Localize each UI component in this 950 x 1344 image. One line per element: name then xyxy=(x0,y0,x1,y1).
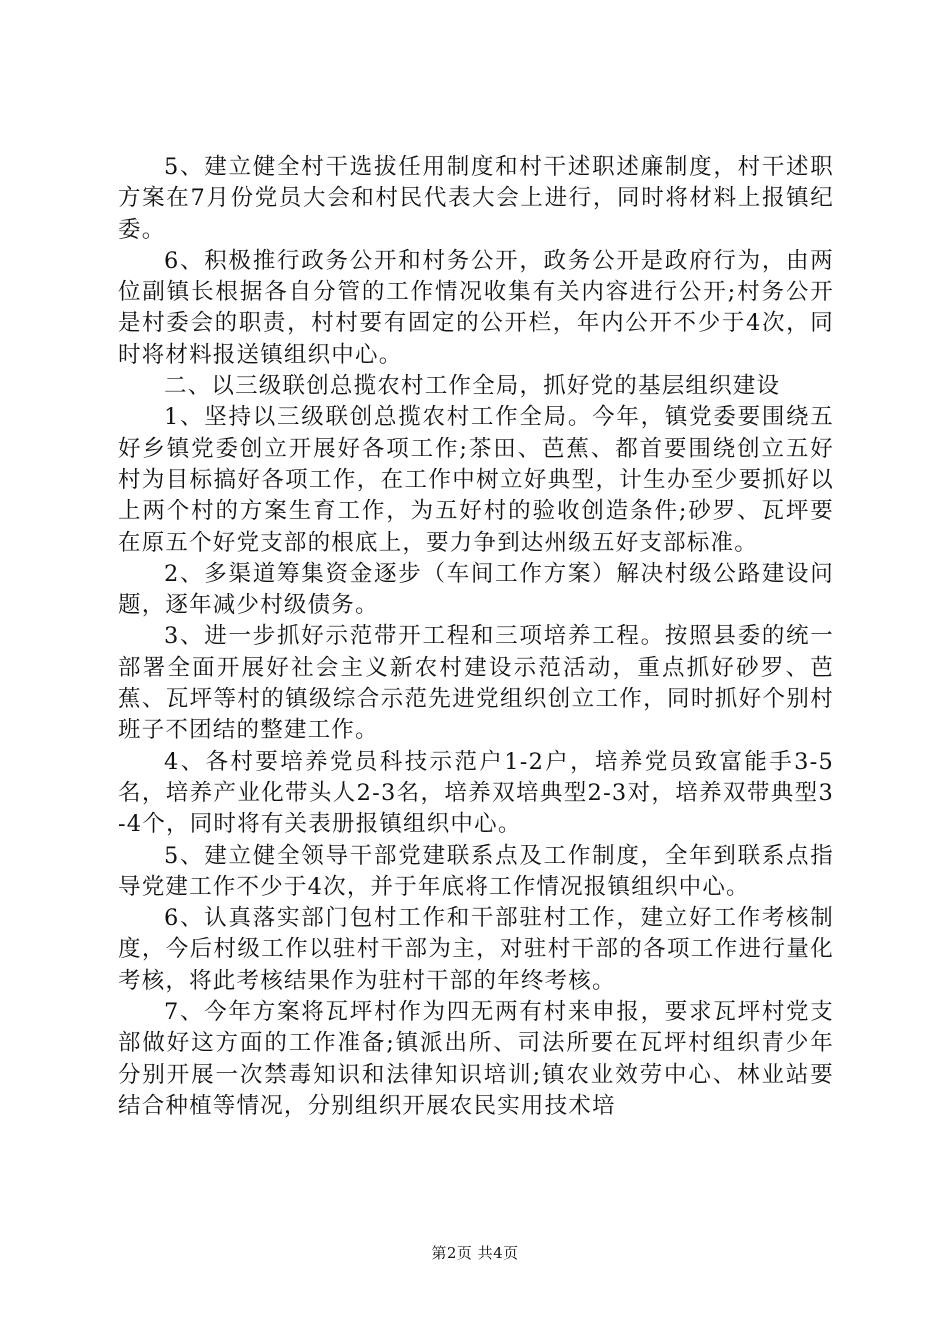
section-heading-2: 二、以三级联创总揽农村工作全局，抓好党的基层组织建设 xyxy=(164,373,781,400)
paragraph-7-wapin-village: 7、今年方案将瓦坪村作为四无两有村来申报，要求瓦坪村党支部做好这方面的工作准备;镇派出所、司法所要在瓦坪村组织青少年分别开展一次禁毒知识和法律知识培训;镇农业效劳中心、林业站要结合种植等情况，分别组织开展农民实用技术培 xyxy=(118,999,834,1119)
document-body xyxy=(118,152,834,1122)
paragraph-2-road-funding: 2、多渠道筹集资金逐步（车间工作方案）解决村级公路建设问题，逐年减少村级债务。 xyxy=(118,560,834,619)
page-footer xyxy=(0,1242,950,1263)
paragraph-3-demonstration-project: 3、进一步抓好示范带开工程和三项培养工程。按照县委的统一部署全面开展好社会主义新农村建设示范活动，重点抓好砂罗、芭蕉、瓦坪等村的镇级综合示范先进党组织创立工作，同时抓好个别村班子不团结的整建工作。 xyxy=(118,623,834,744)
paragraph-4-party-member-training: 4、各村要培养党员科技示范户1-2户，培养党员致富能手3-5名，培养产业化带头人2-3名，培养双培典型2-3对，培养双带典型3-4个，同时将有关表册报镇组织中心。 xyxy=(118,748,834,838)
paragraph-1-three-level-creation: 1、坚持以三级联创总揽农村工作全局。今年，镇党委要围绕五好乡镇党委创立开展好各项工作;茶田、芭蕉、都首要围绕创立五好村为目标搞好各项工作，在工作中树立好典型，计生办至少要抓好以上两个村的方案生育工作，为五好村的验收创造条件;砂罗、瓦坪要在原五个好党支部的根底上，要力争到达州级五好支部标准。 xyxy=(118,404,834,556)
paragraph-6-village-cadres: 6、认真落实部门包村工作和干部驻村工作，建立好工作考核制度，今后村级工作以驻村干部为主，对驻村干部的各项工作进行量化考核，将此考核结果作为驻村干部的年终考核。 xyxy=(118,905,834,994)
paragraph-6-affairs-disclosure: 6、积极推行政务公开和村务公开，政务公开是政府行为，由两位副镇长根据各自分管的工作情况收集有关内容进行公开;村务公开是村委会的职责，村村要有固定的公开栏，年内公开不少于4次，同时将材料报送镇组织中心。 xyxy=(118,247,834,368)
page-number: 第2页 共4页 xyxy=(431,1244,519,1262)
paragraph-5-cadre-selection: 5、建立健全村干选拔任用制度和村干述职述廉制度，村干述职方案在7月份党员大会和村民代表大会上进行，同时将材料上报镇纪委。 xyxy=(118,154,834,243)
paragraph-5-contact-points: 5、建立健全领导干部党建联系点及工作制度，全年到联系点指导党建工作不少于4次，并于年底将工作情况报镇组织中心。 xyxy=(118,842,834,900)
